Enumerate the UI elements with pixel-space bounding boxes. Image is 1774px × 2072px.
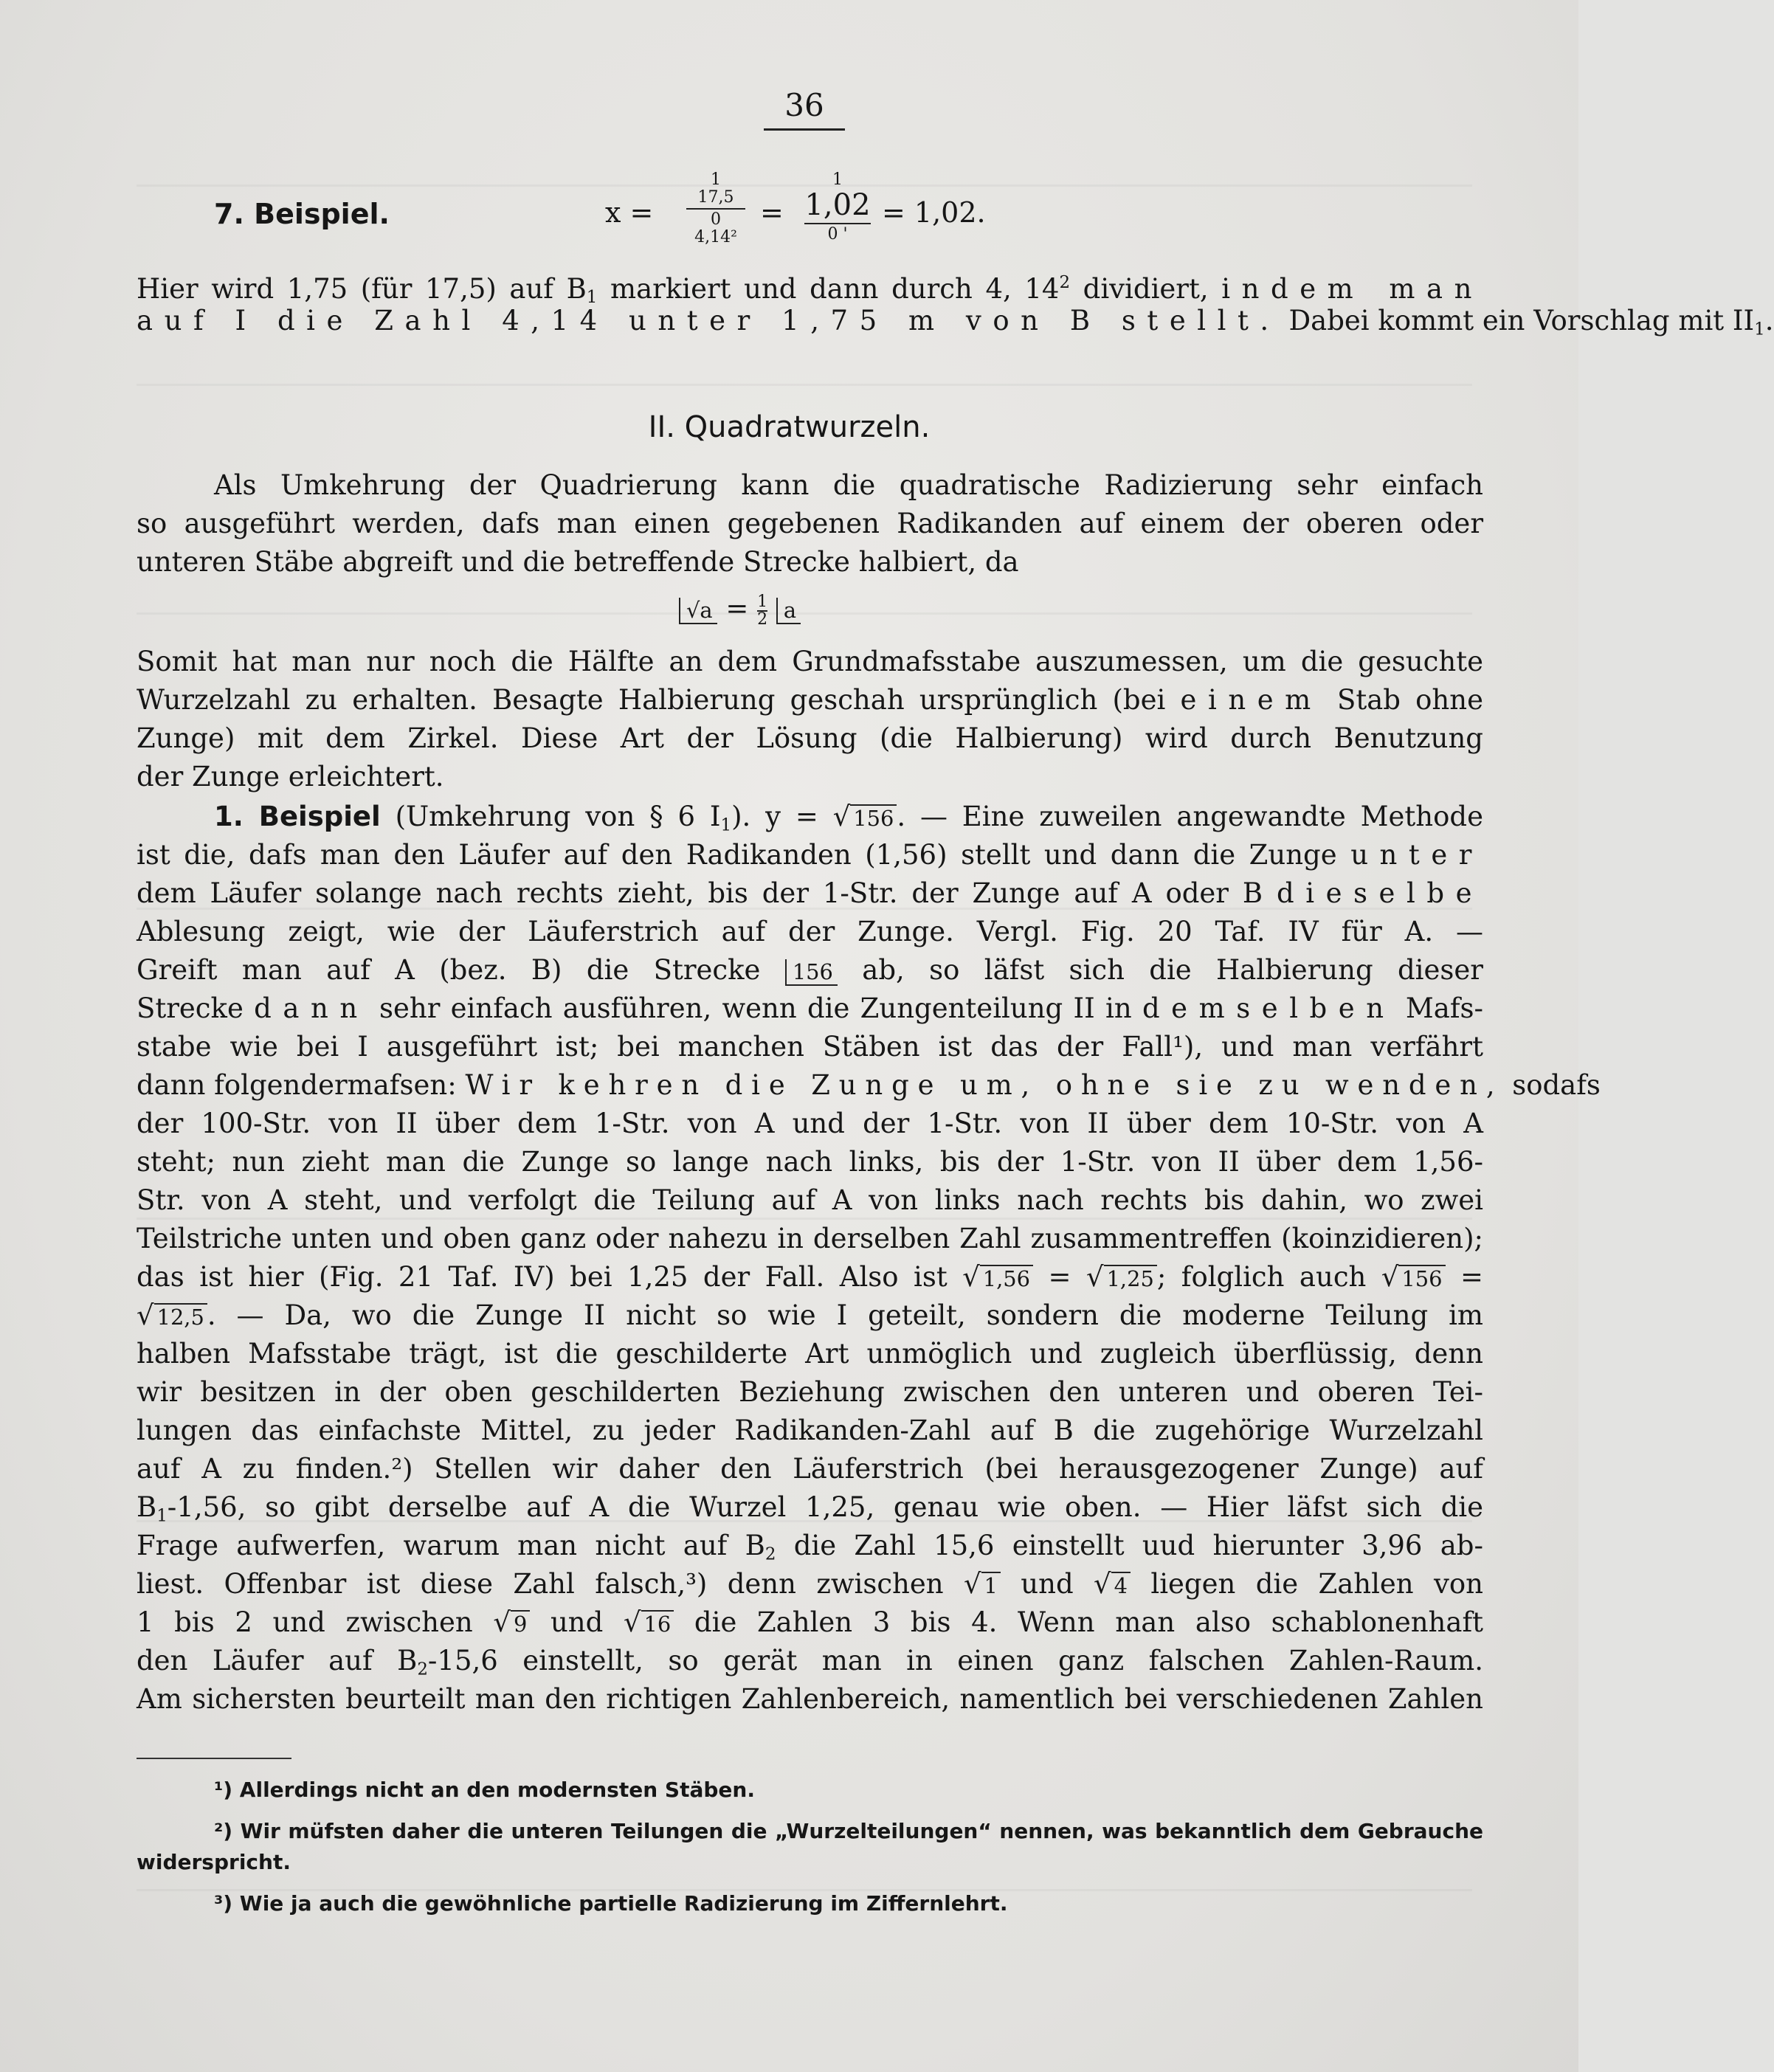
section-title: II. Quadratwurzeln. bbox=[648, 410, 931, 444]
text-line: Somit hat man nur noch die Hälfte an dem Grundmafsstabe auszumessen, um die gesuchte bbox=[137, 646, 1483, 677]
text-line: auf A zu finden.²) Stellen wir daher den Läuferstrich (bei herausgezogener Zunge) auf bbox=[137, 1453, 1483, 1485]
frac1-den-bottom: 4,14² bbox=[694, 228, 737, 246]
text-line: Str. von A steht, und verfolgt die Teilung auf A von links nach rechts bis dahin, wo zwei bbox=[137, 1184, 1483, 1216]
text-line: halben Mafsstabe trägt, ist die geschilderte Art unmöglich und zugleich überflüssig, denn bbox=[137, 1338, 1483, 1370]
example-7-fraction-1 bbox=[686, 171, 745, 246]
example-7-result: = 1,02. bbox=[882, 196, 986, 229]
text-line: ist die, dafs man den Läufer auf den Radikanden (1,56) stellt und dann die Zunge unter bbox=[137, 839, 1483, 871]
example-7-fraction-2 bbox=[804, 171, 871, 244]
text-line: Am sichersten beurteilt man den richtigen Zahlenbereich, namentlich bei verschiedenen Zahlen bbox=[137, 1683, 1483, 1715]
text-line: auf I die Zahl 4,14 unter 1,75 m von B stellt. Dabei kommt ein Vorschlag mit $II_1$. bbox=[137, 305, 1774, 339]
text-line: Greift man auf A (bez. B) die Strecke 156 ab, so läfst sich die Halbierung dieser bbox=[137, 954, 1483, 986]
text-line: das ist hier (Fig. 21 Taf. IV) bei 1,25 der Fall. Also ist √ 1,56 = √ 1,25 ; folglich auch √ 156 = bbox=[137, 1261, 1483, 1293]
frac2-num-top: 1 bbox=[832, 170, 843, 189]
text-line: 1. Beispiel (Umkehrung von § 6 $I_1$). y = √ 156 . — Eine zuweilen angewandte Methode bbox=[214, 801, 1483, 835]
text-line: wir besitzen in der oben geschilderten Beziehung zwischen den unteren und oberen Tei- bbox=[137, 1376, 1483, 1408]
text-line: liest. Offenbar ist diese Zahl falsch,³) denn zwischen √ 1 und √ 4 liegen die Zahlen von bbox=[137, 1568, 1484, 1600]
text-line: so ausgeführt werden, dafs man einen gegebenen Radikanden auf einem der oberen oder bbox=[137, 508, 1483, 539]
frac1-num-top: 1 bbox=[711, 170, 721, 189]
text-line: 1 bis 2 und zwischen √ 9 und √ 16 die Zahlen 3 bis 4. Wenn man also schablonenhaft bbox=[137, 1606, 1484, 1638]
segment-a: a bbox=[776, 598, 801, 624]
example-7-lhs: x = bbox=[605, 196, 654, 229]
text-line: unteren Stäbe abgreift und die betreffende Strecke halbiert, da bbox=[137, 546, 1019, 578]
footnote-rule bbox=[137, 1758, 291, 1759]
frac1-den-top: 0 bbox=[711, 210, 721, 229]
text-line: dann folgendermafsen: Wir kehren die Zunge um, ohne sie zu wenden, sodafs bbox=[137, 1069, 1601, 1101]
text-line: Wurzelzahl zu erhalten. Besagte Halbierung geschah ursprünglich (bei einem Stab ohne bbox=[137, 684, 1483, 716]
radical-a: √a bbox=[679, 598, 717, 624]
text-line: lungen das einfachste Mittel, zu jeder Radikanden-Zahl auf B die zugehörige Wurzelzahl bbox=[137, 1415, 1483, 1446]
text-line: Zunge) mit dem Zirkel. Diese Art der Lösung (die Halbierung) wird durch Benutzung bbox=[137, 722, 1483, 754]
text-line: der 100-Str. von II über dem 1-Str. von A und der 1-Str. von II über dem 10-Str. von A bbox=[137, 1108, 1483, 1139]
footnote-2-continued: widerspricht. bbox=[137, 1850, 291, 1874]
footnote-3: ³) Wie ja auch die gewöhnliche partielle Radizierung im Ziffernlehrt. bbox=[214, 1891, 1008, 1916]
page-number-rule bbox=[764, 128, 845, 131]
text-line: $B_1-1,56$, so gibt derselbe auf A die Wurzel 1,25, genau wie oben. — Hier läfst sich die bbox=[137, 1491, 1483, 1526]
text-line: der Zunge erleichtert. bbox=[137, 761, 444, 792]
text-line: Strecke dann sehr einfach ausführen, wenn die Zungenteilung II in demselben Mafs- bbox=[137, 992, 1484, 1024]
frac2-den: 0 ' bbox=[827, 225, 848, 244]
show-through-line bbox=[137, 384, 1472, 386]
text-line: steht; nun zieht man die Zunge so lange nach links, bis der 1-Str. von II über dem 1,56- bbox=[137, 1146, 1483, 1178]
text-line: Als Umkehrung der Quadrierung kann die quadratische Radizierung sehr einfach bbox=[214, 469, 1483, 501]
frac2-num-bottom: 1,02 bbox=[804, 188, 871, 222]
text-line: dem Läufer solange nach rechts zieht, bis der 1-Str. der Zunge auf A oder B dieselbe bbox=[137, 877, 1484, 909]
frac1-num-bottom: 17,5 bbox=[697, 188, 734, 207]
text-line: Ablesung zeigt, wie der Läuferstrich auf der Zunge. Vergl. Fig. 20 Taf. IV für A. — bbox=[137, 916, 1483, 947]
fraction-bar bbox=[686, 208, 745, 210]
text-line: √ 12,5 . — Da, wo die Zunge II nicht so wie I geteilt, sondern die moderne Teilung im bbox=[137, 1299, 1483, 1331]
footnote-2: ²) Wir müfsten daher die unteren Teilungen die „Wurzelteilungen“ nennen, was bekanntlich dem Gebrauche bbox=[214, 1819, 1483, 1843]
text-line: stabe wie bei I ausgeführt ist; bei manchen Stäben ist das der Fall¹), und man verfährt bbox=[137, 1031, 1483, 1063]
footnote-1: ¹) Allerdings nicht an den modernsten Stäben. bbox=[214, 1778, 755, 1802]
page-number: 36 bbox=[784, 87, 824, 123]
example-1-heading: 1. Beispiel bbox=[214, 801, 381, 832]
text-line: Hier wird 1,75 (für 17,5) auf $B_1$ markiert und dann durch 4, $14^2$ dividiert, indem man bbox=[137, 272, 1484, 308]
example-7-heading: 7. Beispiel. bbox=[214, 198, 390, 230]
text-line: Frage aufwerfen, warum man nicht auf $B_2$ die Zahl 15,6 einstellt uud hierunter 3,96 ab- bbox=[137, 1530, 1483, 1564]
show-through-line bbox=[137, 612, 1472, 615]
example-7-eq-1: = bbox=[760, 196, 784, 229]
halving-formula: √a = $\frac{1}{2}$ a bbox=[679, 590, 801, 629]
fraction-bar bbox=[804, 223, 871, 224]
text-line: den Läufer auf $B_2-15,6$ einstellt, so gerät man in einen ganz falschen Zahlen-Raum. bbox=[137, 1645, 1483, 1679]
text-line: Teilstriche unten und oben ganz oder nahezu in derselben Zahl zusammentreffen (koinzidieren); bbox=[137, 1223, 1483, 1254]
